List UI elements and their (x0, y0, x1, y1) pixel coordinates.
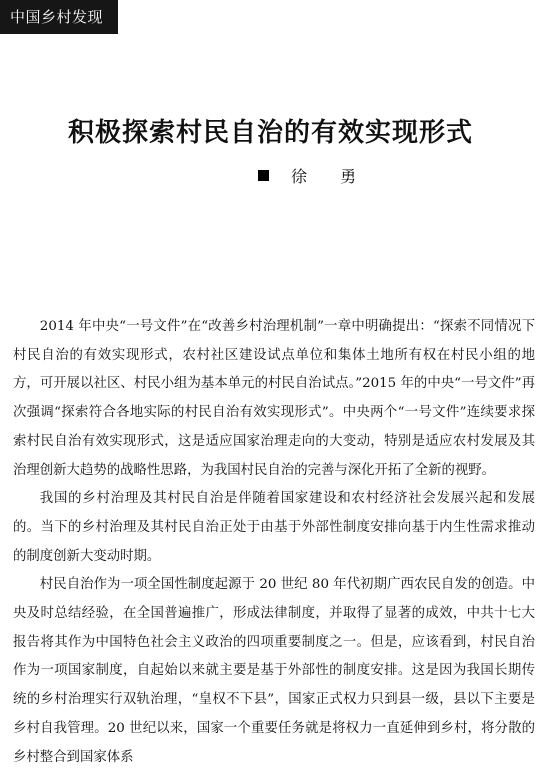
article-body (13, 313, 535, 772)
paragraph: 2014 年中央“一号文件”在“改善乡村治理机制”一章中明确提出：“探索不同情况下村民自治的有效实现形式，农村社区建设试点单位和集体土地所有权在村民小组的地方，可开展以社区、村民小组为基本单元的村民自治试点。”2015 年的中央“一号文件”再次强调“探索符合各地实际的村民自治有效实现形式”。中央两个“一号文件”连续要求探索村民自治有效实现形式，这是适应国家治理走向的大变动，特别是适应农村发展及其治理创新大趋势的战略性思路，为我国村民自治的完善与深化开拓了全新的视野。 (13, 319, 535, 478)
article-title: 积极探索村民自治的有效实现形式 (67, 118, 473, 148)
paragraph: 村民自治作为一项全国性制度起源于 20 世纪 80 年代初期广西农民自发的创造。中央及时总结经验，在全国普遍推广，形成法律制度，并取得了显著的成效，中共十七大报告将其作为中国特色社会主义政治的四项重要制度之一。但是，应该看到，村民自治作为一项国家制度，自起始以来就主要是基于外部性的制度安排。这是因为我国长期传统的乡村治理实行双轨治理，“皇权不下县”，国家正式权力只到县一级，县以下主要是乡村自我管理。20 世纪以来，国家一个重要任务就是将权力一直延伸到乡村，将分散的乡村整合到国家体系 (13, 577, 535, 765)
byline-square-icon (258, 170, 269, 181)
section-tag: 中国乡村发现 (0, 0, 118, 34)
paragraph: 我国的乡村治理及其村民自治是伴随着国家建设和农村经济社会发展兴起和发展的。当下的乡村治理及其村民自治正处于由基于外部性制度安排向基于内生性需求推动的制度创新大变动时期。 (13, 491, 535, 564)
byline (258, 164, 370, 187)
author-name: 徐 勇 (291, 167, 371, 186)
